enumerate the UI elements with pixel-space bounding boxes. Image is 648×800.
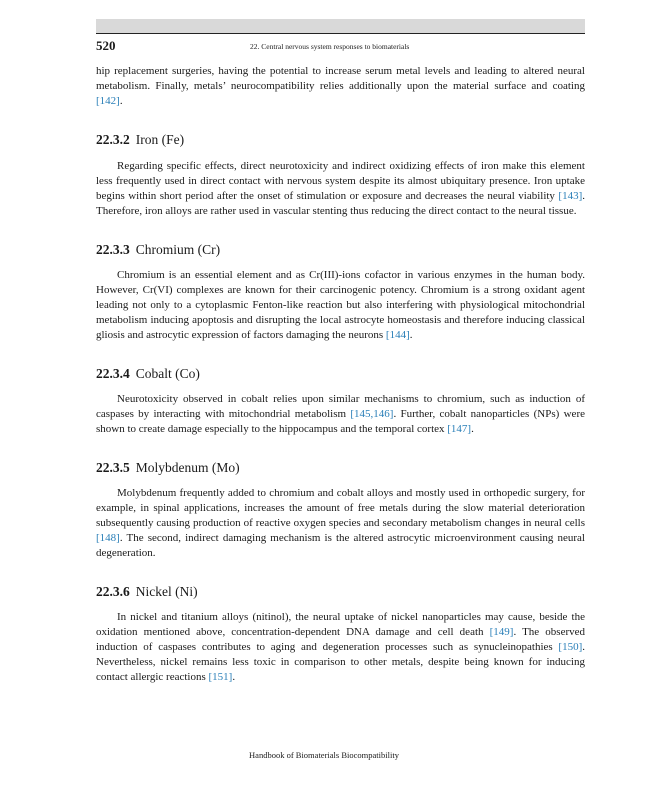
section-paragraph-molybdenum: Molybdenum frequently added to chromium and cobalt alloys and mostly used in orthopedic surgery, for example, in spinal applications, increases the amount of free metals during the slow material deterioration subsequently causing production of reactive oxygen species and secondary metabolism changes in neural cells [148]. The second, indirect damaging mechanism is the altered astrocytic microenvironment causing neural degeneration. bbox=[96, 487, 585, 559]
section-heading-iron bbox=[96, 131, 585, 149]
citation-link[interactable]: [144] bbox=[385, 329, 410, 341]
citation-link[interactable]: [151] bbox=[208, 671, 233, 683]
citation-link[interactable]: [149] bbox=[489, 626, 514, 638]
citation-link[interactable]: [143] bbox=[558, 190, 583, 202]
citation-link[interactable]: [142] bbox=[96, 95, 120, 107]
section-number: 22.3.2 bbox=[96, 132, 130, 147]
citation-link[interactable]: [147] bbox=[447, 423, 472, 435]
intro-paragraph: hip replacement surgeries, having the potential to increase serum metal levels and leading to altered neural metabolism. Finally, metals’ neurocompatibility relies additionally upon the material surface and coating [142]. bbox=[96, 65, 585, 107]
section-paragraph-cobalt: Neurotoxicity observed in cobalt relies upon similar mechanisms to chromium, such as induction of caspases by interacting with mitochondrial metabolism [145,146]. Further, cobalt nanoparticles (NPs) were shown to create damage especially to the hippocampus and the temporal cortex [147]. bbox=[96, 393, 585, 435]
section-paragraph-chromium: Chromium is an essential element and as Cr(III)-ions cofactor in various enzymes in the human body. However, Cr(VI) complexes are known for their carcinogenic potency. Chromium is a strong oxidant agent leading not only to a cytoplasmic Fenton-like reaction but also interfering with physiological mitochondrial metabolism inducing apoptosis and disrupting the local astrocyte homeostasis and therefore inducing classical gliosis and astrocytic expression of factors damaging the neurons [144]. bbox=[96, 269, 585, 341]
section-paragraph-iron: Regarding specific effects, direct neurotoxicity and indirect oxidizing effects of iron make this element less frequently used in direct contact with nervous system despite its almost ubiquitary presence. Iron uptake begins within short period after the onset of stimulation or exposure and decreases the neural viability [143]. Therefore, iron alloys are rather used in vascular stenting thus reducing the direct contact to the neural tissue. bbox=[96, 160, 585, 217]
section-heading-chromium bbox=[96, 241, 585, 259]
section-title: Nickel (Ni) bbox=[135, 584, 198, 599]
section-heading-molybdenum bbox=[96, 459, 585, 477]
section-title: Cobalt (Co) bbox=[135, 366, 200, 381]
footer-book-title: Handbook of Biomaterials Biocompatibility bbox=[249, 750, 399, 760]
section-heading-cobalt bbox=[96, 365, 585, 383]
page-body bbox=[96, 64, 585, 685]
page-number: 520 bbox=[96, 38, 116, 53]
section-paragraph-nickel: In nickel and titanium alloys (nitinol), the neural uptake of nickel nanoparticles may cause, beside the oxidation mentioned above, concentration-dependent DNA damage and cell death [149]. The observed induction of caspases contributes to aging and degeneration processes such as synucleinopathies [150]. Nevertheless, nickel remains less toxic in comparison to other metals, despite being known for inducing contact allergic reactions [151]. bbox=[96, 611, 585, 683]
section-title: Iron (Fe) bbox=[135, 132, 185, 147]
header-rule bbox=[96, 33, 585, 34]
citation-link[interactable]: [148] bbox=[96, 532, 120, 544]
section-title: Chromium (Cr) bbox=[135, 242, 221, 257]
section-title: Molybdenum (Mo) bbox=[135, 460, 240, 475]
section-number: 22.3.5 bbox=[96, 460, 130, 475]
running-title: 22. Central nervous system responses to biomaterials bbox=[250, 42, 410, 51]
citation-link[interactable]: [150] bbox=[558, 641, 583, 653]
citation-link[interactable]: [145,146] bbox=[350, 408, 394, 420]
section-number: 22.3.6 bbox=[96, 584, 130, 599]
section-number: 22.3.3 bbox=[96, 242, 130, 257]
section-heading-nickel bbox=[96, 583, 585, 601]
section-number: 22.3.4 bbox=[96, 366, 130, 381]
header-bar bbox=[96, 19, 585, 33]
